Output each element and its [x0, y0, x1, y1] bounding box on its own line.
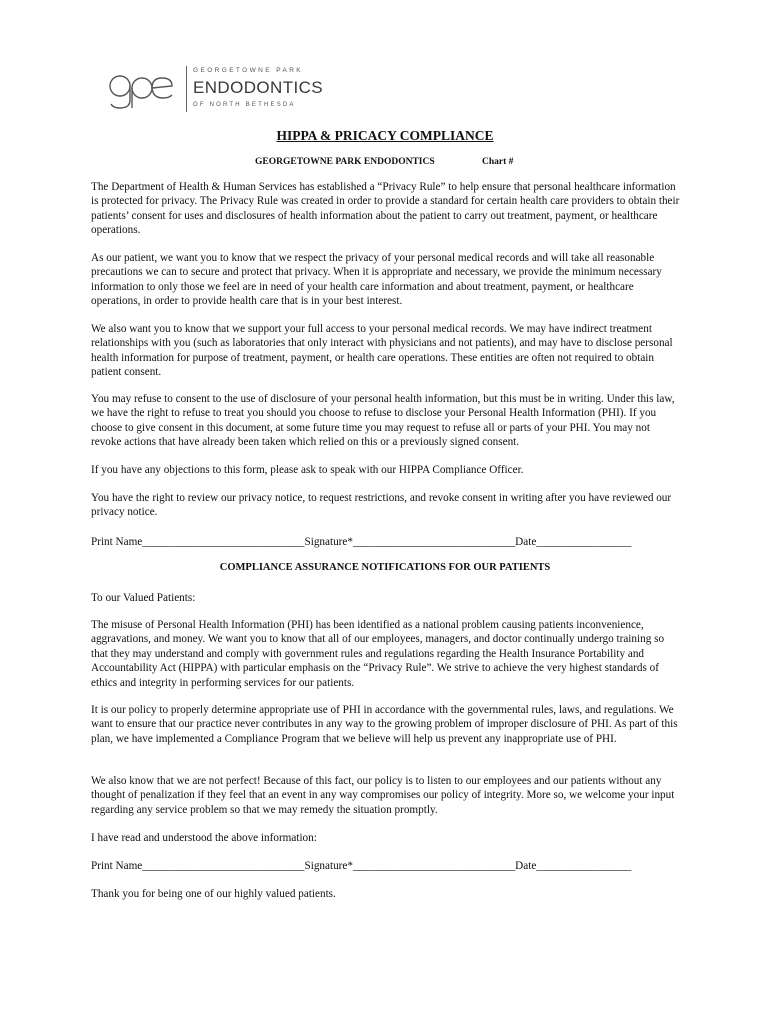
paragraph-privacy-rule: The Department of Health & Human Services has established a “Privacy Rule” to help ensure that personal healthcare information is protected for privacy. The Privacy Rule was created in order to provide a standard for certain health care providers to obtain their patients’ consent for uses and disclosures of health information about the patient to carry out treatment, payment, or healthcare operations.	[91, 181, 680, 237]
logo-wordmark	[186, 66, 323, 112]
paragraph-respect-privacy: As our patient, we want you to know that we respect the privacy of your personal medical records and will take all reasonable precautions we can to secure and protect that privacy. When it is appropriate and necessary, we provide the minimum necessary information to only those we feel are in need of your health care information and about treatment, payment, or healthcare operations, in order to provide health care that is in your best interest.	[91, 252, 662, 308]
logo-sub-text: OF NORTH BETHESDA	[193, 102, 296, 108]
paragraph-salutation: To our Valued Patients:	[91, 592, 196, 604]
section-heading-compliance: COMPLIANCE ASSURANCE NOTIFICATIONS FOR OUR PATIENTS	[219, 562, 551, 573]
paragraph-not-perfect: We also know that we are not perfect! Because of this fact, our policy is to listen to our employees and our patients without any thought of penalization if they feel that an event in any way compromises our policy of integrity. More so, we welcome your input regarding any service problem so that we may remedy the situation promptly.	[91, 775, 675, 816]
logo-main-text: ENDODONTICS	[193, 78, 324, 97]
paragraph-objections: If you have any objections to this form, please ask to speak with our HIPPA Compliance Officer.	[91, 464, 524, 476]
signature-line-1[interactable]: Print Name_____________________________Signature*_____________________________Date_________________	[91, 536, 632, 548]
gpe-monogram-icon	[106, 70, 178, 110]
paragraph-review-rights: You have the right to review our privacy notice, to request restrictions, and revoke consent in writing after you have reviewed our privacy notice.	[91, 492, 672, 519]
logo-top-text: GEORGETOWNE PARK	[193, 67, 304, 74]
closing-line: Thank you for being one of our highly valued patients.	[91, 888, 336, 900]
practice-name: GEORGETOWNE PARK ENDODONTICS	[255, 157, 435, 167]
signature-line-2[interactable]: Print Name_____________________________Signature*_____________________________Date_________________	[91, 860, 632, 872]
practice-logo	[106, 66, 324, 114]
paragraph-refuse-consent: You may refuse to consent to the use of disclosure of your personal health information, but this must be in writing. Under this law, we have the right to refuse to treat you should you choose to refuse to disclose your Personal Health Information (PHI). If you choose to give consent in this document, at some future time you may request to refuse all or parts of your PHI. You may not revoke actions that have already been taken which relied on this or a previously signed consent.	[91, 393, 675, 449]
paragraph-acknowledgement: I have read and understood the above information:	[91, 832, 317, 844]
document-title: HIPPA & PRICACY COMPLIANCE	[276, 128, 494, 143]
paragraph-record-access: We also want you to know that we support your full access to your personal medical records. We may have indirect treatment relationships with you (such as laboratories that only interact with physicians and not patients), and may have to disclose personal health information for purpose of treatment, payment, or health care operations. These entities are often not required to obtain patient consent.	[91, 323, 673, 379]
paragraph-phi-misuse: The misuse of Personal Health Information (PHI) has been identified as a national problem causing patients inconvenience, aggravations, and money. We want you to know that all of our employees, managers, and doctor continually undergo training so that they may understand and comply with government rules and regulations regarding the Health Insurance Portability and Accountability Act (HIPPA) with particular emphasis on the “Privacy Rule”. We strive to achieve the very highest standards of ethics and integrity in performing services for our patients.	[91, 619, 665, 689]
paragraph-policy: It is our policy to properly determine appropriate use of PHI in accordance with the governmental rules, laws, and regulations. We want to ensure that our practice never contributes in any way to the growing problem of improper disclosure of PHI. As part of this plan, we have implemented a Compliance Program that we believe will help us prevent any inappropriate use of PHI.	[91, 704, 678, 745]
chart-number-label: Chart #	[482, 157, 514, 167]
